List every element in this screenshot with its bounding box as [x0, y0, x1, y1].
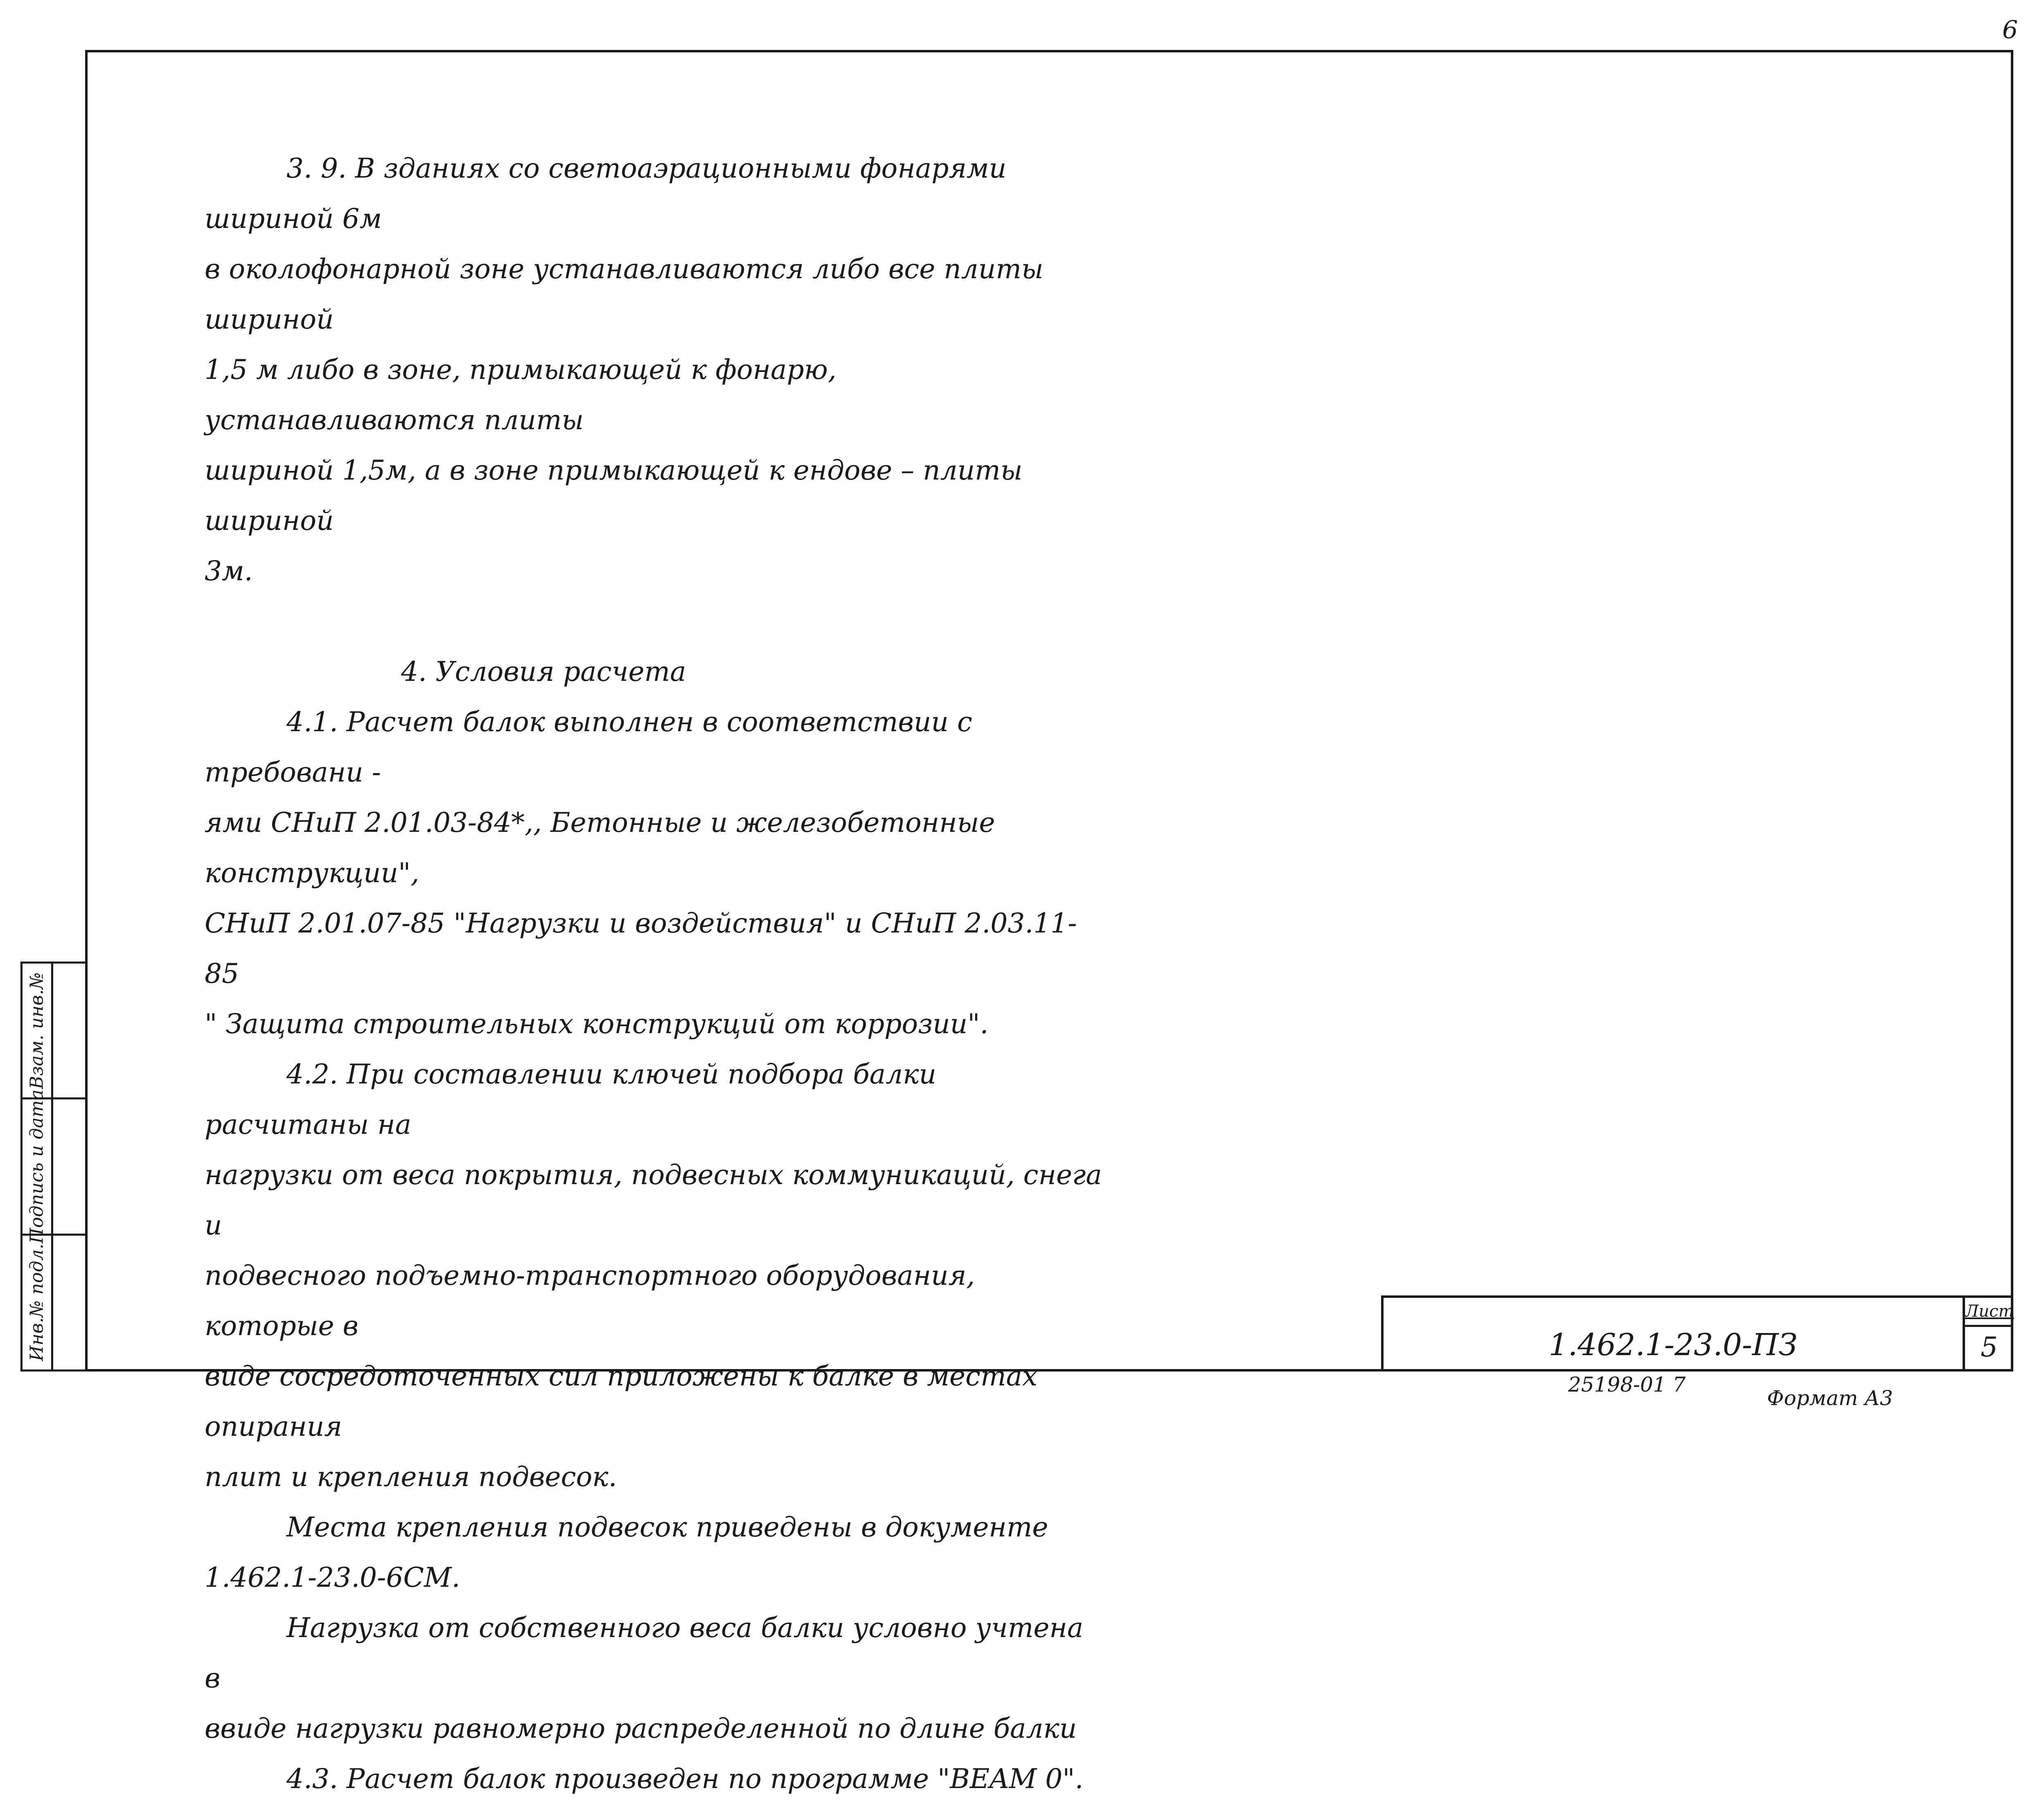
stamp-cell-replacement — [23, 964, 85, 1099]
document-code: 1.462.1-23.0-ПЗ — [1548, 1327, 1798, 1363]
section-heading-4: 4. Условия расчета — [401, 656, 686, 687]
stamp-label-signature: Подпись и дата — [26, 1089, 47, 1244]
stamp-cell-inventory — [23, 1236, 85, 1369]
paragraph-4-2-mounting: Места крепления подвесок приведены в документе 1.462.1-23.0-6СМ. — [205, 1511, 1048, 1593]
paragraph-4-3: 4.3. Расчет балок произведен по программе "BEAM 0". — [286, 1763, 1084, 1795]
stamp-column — [20, 962, 85, 1372]
stamp-cell-signature — [23, 1089, 85, 1244]
stamp-label-inventory: Инв.№ подл. — [26, 1243, 47, 1361]
explanatory-note-body — [205, 143, 1105, 1804]
corner-page-number: 6 — [2002, 16, 2018, 44]
format-label: Формат А3 — [1767, 1386, 1893, 1410]
paragraph-4-2-selfweight: Нагрузка от собственного веса балки условно учтена в ввиде нагрузки равномерно распределенной по длине балки — [205, 1612, 1084, 1744]
sheet-label: Лист — [1965, 1298, 2013, 1327]
paragraph-4-2: 4.2. При составлении ключей подбора балки расчитаны на нагрузки от веса покрытия, подвесных коммуникаций, снега и подвесного подъемно-транспортного оборудования, которые в виде сосредоточенных сил приложены к балке в местах опирания плит и крепления подвесок. — [205, 1059, 1102, 1493]
paragraph-4-1: 4.1. Расчет балок выполнен в соответствии с требовани - ями СНиП 2.01.03-84*,, Бетонные и железобетонные конструкции", СНиП 2.01.07-85 "Нагрузки и воздействия" и СНиП 2.03.11-85 " Защита строительных конструкций от коррозии". — [205, 706, 1077, 1040]
stamp-label-replacement: Взам. инв.№ — [26, 972, 47, 1089]
archive-code: 25198-01 7 — [1568, 1373, 1686, 1396]
title-block — [1381, 1295, 2013, 1372]
sheet-number: 5 — [1981, 1331, 1998, 1363]
paragraph-3-9: 3. 9. В зданиях со светоаэрационными фонарями шириной 6м в околофонарной зоне устанавливаются либо все плиты шириной 1,5 м либо в зоне, примыкающей к фонарю, устанавливаются плиты шириной 1,5м, а в зоне примыкающей к ендове – плиты шириной 3м. — [205, 153, 1043, 587]
sheet-box — [1963, 1298, 2013, 1372]
